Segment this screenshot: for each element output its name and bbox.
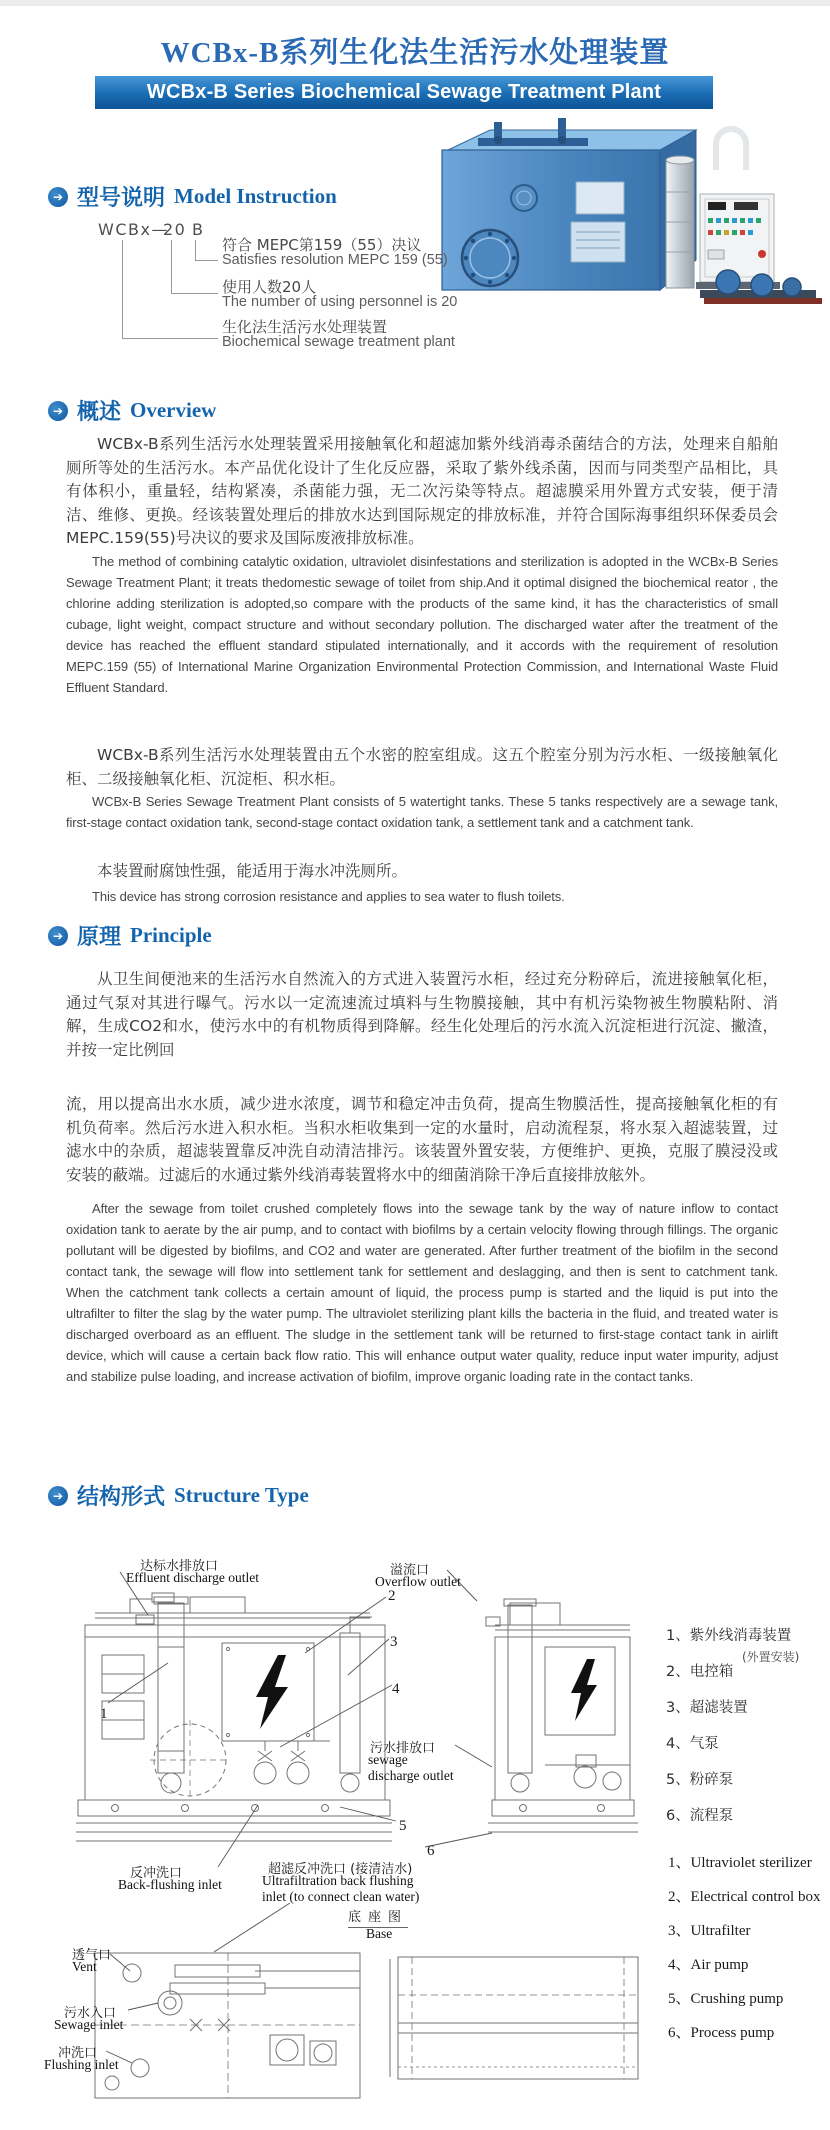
legend-en-item-5: 5、Crushing pump (668, 1991, 784, 2007)
label-back-flush-en: Back-flushing inlet (118, 1877, 222, 1892)
model-note3-zh: 生化法生活污水处理装置 (222, 318, 388, 336)
model-note1-zh: 符合 MEPC第159（55）决议 (222, 236, 422, 254)
overview-heading-en: Overview (130, 398, 217, 422)
legend-en-item-1: 1、Ultraviolet sterilizer (668, 1855, 812, 1871)
overview-paragraph-en-3: This device has strong corrosion resistance and applies to sea water to flush toilets. (92, 889, 565, 904)
legend-en-item-3: 3、Ultrafilter (668, 1923, 751, 1939)
label-overflow-en: Overflow outlet (375, 1574, 461, 1589)
callout-number-3: 3 (390, 1634, 398, 1650)
legend-zh-item-6: 6、流程泵 (666, 1808, 734, 1824)
model-code-suffix: B (192, 220, 205, 239)
section-heading-overview (48, 395, 216, 426)
model-code-number: 20 (163, 220, 187, 239)
overview-paragraph-zh-1: WCBx-B系列生活污水处理装置采用接触氧化和超滤加紫外线消毒杀菌结合的方法，处理来自船舶厕所等处的生活污水。本产品优化设计了生化反应器，采取了紫外线杀菌，因而与同类型产品相比，具有体积小，重量轻，结构紧凑，杀菌能力强，无二次污染等特点。超滤膜采用外置方式安装，便于清洁、维修、更换。经该装置处理后的排放水达到国际规定的排放标准，并符合国际海事组织环保委员会MEPC.159(55)号决议的要求及国际废液排放标准。 (66, 435, 778, 547)
section-heading-structure (48, 1480, 309, 1511)
label-sewage-inlet-en: Sewage inlet (54, 2017, 124, 2032)
callout-number-2: 2 (388, 1588, 396, 1604)
lightning-icon (571, 1659, 597, 1721)
label-vent-zh: 透气口 (72, 1948, 112, 1963)
structure-drawings (40, 1555, 640, 2115)
legend-note-external-mount: (外置安装) (742, 1650, 800, 1664)
product-photo-art (428, 112, 828, 304)
overview-paragraph-en-2: WCBx-B Series Sewage Treatment Plant consists of 5 watertight tanks. These 5 tanks respectively are a sewage tank, first-stage contact oxidation tank, second-stage contact oxidation tank, a settlement tank and a catchment tank. (66, 794, 778, 830)
principle-heading-en: Principle (130, 923, 212, 947)
label-sewage-discharge-zh: 污水排放口 (370, 1741, 436, 1756)
banner-title: WCBx-B Series Biochemical Sewage Treatment Plant (95, 76, 713, 109)
principle-paragraph-zh-2: 流，用以提高出水水质，减少进水浓度，调节和稳定冲击负荷，提高生物膜活性，提高接触氧化柜的有机负荷率。然后污水进入积水柜。当积水柜收集到一定的水量时，启动流程泵，将水泵入超滤装置，过滤水中的杂质，超滤装置靠反冲洗自动清洁排污。该装置外置安装，方便维护、更换，克服了膜浸没或安装的蔽端。过滤后的水通过紫外线消毒装置将水中的细菌消除干净后直接排放舷外。 (66, 1095, 778, 1184)
callout-number-6: 6 (427, 1843, 435, 1859)
legend-zh-item-2: 2、电控箱 (666, 1664, 734, 1680)
model-note3-en: Biochemical sewage treatment plant (222, 334, 455, 350)
legend-en-item-2: 2、Electrical control box (668, 1889, 821, 1905)
principle-paragraph-en-1: After the sewage from toilet crushed completely flows into the sewage tank by the way of nature inflow to contact oxidation tank to aerate by the air pump, and to contact with biofilms by a certain velocity flowing through fillings. The organic pollutant will be digested by biofilms, and CO2 and water are generated. After further treatment of the biofilm in the second contact tank, the sewage will flow into settlement tank for settlement and deslagging, and then is sent to catchment tank. When the catchment tank collects a certain amount of liquid, the process pump is started and the liquid is put into the ultrafilter to filter the slag by the water pump. The ultraviolet sterilizing plant kills the bacteria in the fluid, and treated water is discharged overboard as an effluent. The sludge in the settlement tank will be returned to first-stage contact tank in airlift device, which will cause a certain back flow ratio. This will enhance output water quality, reduce input water impurity, adjust and stabilize pulse loading, and increase activation of biofilm, improve organic loading rate in the contact tanks. (66, 1201, 778, 1384)
principle-heading-zh: 原理 (77, 925, 122, 950)
model-note1-en: Satisfies resolution MEPC 159 (55) (222, 252, 448, 268)
structure-drawings-art (40, 1555, 640, 2115)
page-title: WCBx-B系列生化法生活污水处理装置 (160, 37, 670, 69)
structure-heading-zh: 结构形式 (77, 1485, 166, 1510)
label-back-flush-zh: 反冲洗口 (130, 1866, 183, 1881)
structure-heading-en: Structure Type (174, 1483, 309, 1507)
label-overflow-zh: 溢流口 (390, 1563, 430, 1578)
model-heading-zh: 型号说明 (77, 186, 166, 211)
model-note2-zh: 使用人数20人 (222, 278, 317, 296)
overview-heading-zh: 概述 (77, 400, 122, 425)
principle-paragraph-zh-1: 从卫生间便池来的生活污水自然流入的方式进入装置污水柜，经过充分粉碎后，流进接触氧化柜，通过气泵对其进行曝气。污水以一定流速流过填料与生物膜接触，其中有机污染物被生物膜粘附、消解，生成CO2和水，使污水中的有机物质得到降解。经生化处理后的污水流入沉淀柜进行沉淀、撇渣，并按一定比例回 (66, 970, 778, 1059)
product-photo (428, 112, 828, 304)
label-sewage-inlet-zh: 污水入口 (64, 2006, 117, 2021)
legend-en-item-6: 6、Process pump (668, 2025, 775, 2041)
legend-zh-item-4: 4、气泵 (666, 1736, 719, 1752)
overview-paragraph-en-1: The method of combining catalytic oxidation, ultraviolet disinfestations and sterilization is adopted in the WCBx-B Series Sewage Treatment Plant; it treats thedomestic sewage of toilet from ship.And it optimal disigned the biochemical reator , the chlorine adding sterilization is adopted,so compare with the products of the same kind, it has the characteristics of small cubage, light weight, compact structure and without secondary pollution. The discharged water after the treatment of the device has reached the effluent standard stipulated internationally, and it accords with the requirement of resolution MEPC.159 (55) of International Marine Organization Environmental Protection Commission, and International Waste Fluid Effluent Standard. (66, 554, 778, 695)
legend-en-item-4: 4、Air pump (668, 1957, 749, 1973)
label-vent-en: Vent (72, 1959, 97, 1974)
legend-zh-item-1: 1、紫外线消毒装置 (666, 1628, 792, 1644)
callout-number-1: 1 (100, 1706, 108, 1722)
section-bullet-icon: ➔ (48, 926, 68, 946)
label-uf-back-flush-en: Ultrafiltration back flushing inlet (to connect clean water) (262, 1873, 420, 1904)
callout-number-5: 5 (399, 1818, 407, 1834)
scan-edge-band (0, 0, 830, 6)
label-effluent-zh: 达标水排放口 (140, 1559, 219, 1574)
label-flushing-inlet-zh: 冲洗口 (58, 2046, 98, 2061)
label-flushing-inlet-en: Flushing inlet (44, 2057, 119, 2072)
overview-paragraph-zh-3: 本装置耐腐蚀性强，能适用于海水冲洗厕所。 (97, 862, 408, 880)
model-note2-en: The number of using personnel is 20 (222, 294, 458, 310)
label-base-en: Base (366, 1926, 393, 1941)
label-sewage-discharge-en: sewage discharge outlet (368, 1752, 454, 1783)
section-heading-model (48, 181, 337, 212)
legend-zh-item-5: 5、粉碎泵 (666, 1772, 734, 1788)
label-effluent-en: Effluent discharge outlet (126, 1570, 259, 1585)
section-bullet-icon: ➔ (48, 401, 68, 421)
legend-zh-item-3: 3、超滤装置 (666, 1700, 748, 1716)
section-bullet-icon: ➔ (48, 187, 68, 207)
label-uf-back-flush-zh: 超滤反冲洗口 (接清洁水) (268, 1862, 413, 1877)
model-heading-en: Model Instruction (174, 184, 337, 208)
overview-paragraph-zh-2: WCBx-B系列生活污水处理装置由五个水密的腔室组成。这五个腔室分别为污水柜、一级接触氧化柜、二级接触氧化柜、沉淀柜、积水柜。 (66, 746, 778, 788)
lightning-icon (256, 1655, 288, 1729)
model-connector-wcbx (122, 240, 218, 339)
section-heading-principle (48, 920, 212, 951)
model-code-prefix: WCBx— (98, 220, 169, 239)
section-bullet-icon: ➔ (48, 1486, 68, 1506)
label-base-zh: 底座图 (348, 1906, 408, 1928)
callout-number-4: 4 (392, 1681, 400, 1697)
